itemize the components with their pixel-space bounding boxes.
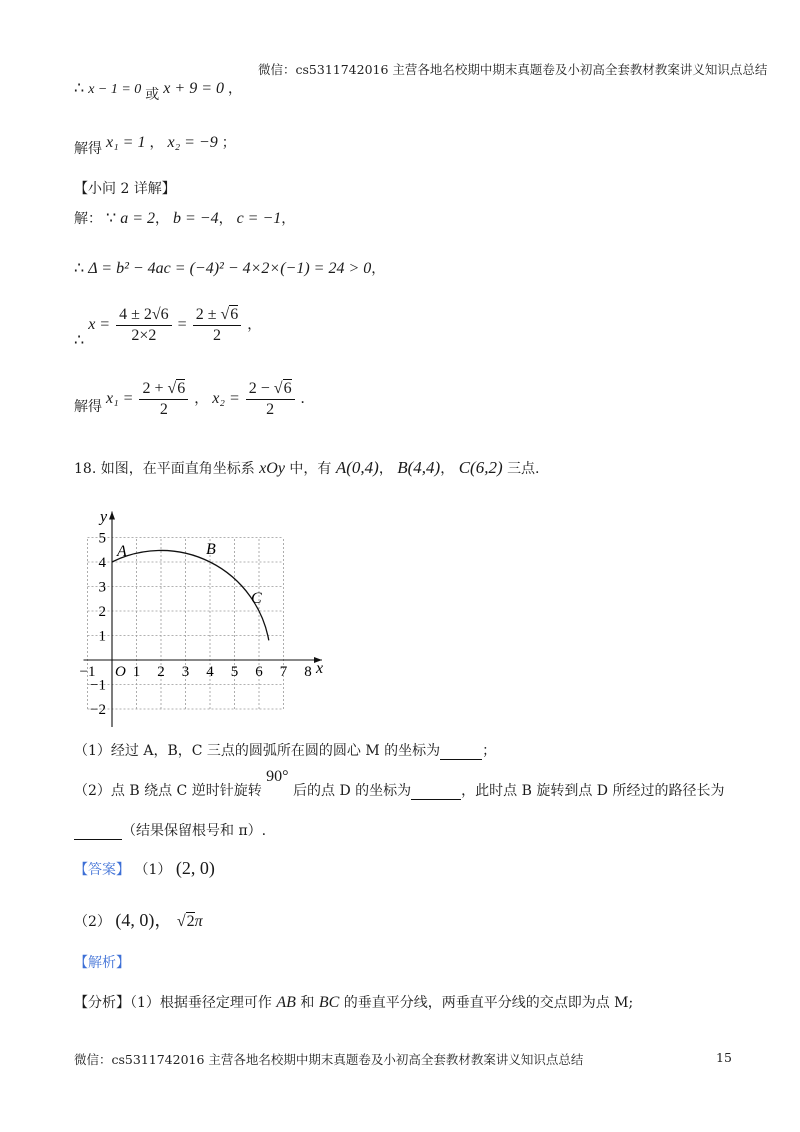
- page-number: 15: [716, 1050, 732, 1065]
- x-eq: x =: [88, 316, 111, 334]
- x-tick-label: 6: [255, 664, 263, 680]
- y-tick-label: 2: [98, 604, 106, 620]
- x-tick-label: 2: [157, 664, 165, 680]
- x2-lhs: x₂ =: [212, 390, 240, 408]
- coord-system: xOy: [259, 460, 285, 477]
- question-text: （1）经过 A，B，C 三点的圆弧所在圆的圆心 M 的坐标为: [74, 743, 441, 759]
- radicand: 2: [186, 913, 195, 930]
- solve-label: 解得: [74, 142, 102, 157]
- equation-1: x − 1 = 0: [88, 82, 142, 97]
- question-text: （2）点 B 绕点 C 逆时针旋转: [74, 783, 262, 799]
- fraction-2: [193, 306, 242, 345]
- pi: π: [194, 913, 203, 930]
- circular-arc: [112, 550, 269, 640]
- x-tick-label: 3: [181, 664, 190, 680]
- point-label-c: C: [251, 590, 262, 607]
- y-tick-label: 5: [98, 530, 106, 547]
- numerator: 2 − √6: [246, 380, 295, 400]
- analysis-text: 的垂直平分线，两垂直平分线的交点即为点 M;: [343, 995, 634, 1011]
- stem-text: 18. 如图，在平面直角坐标系: [74, 461, 255, 477]
- label: （1）: [134, 862, 172, 878]
- y-tick-label: 4: [98, 555, 106, 571]
- radicand: 6: [230, 306, 239, 323]
- stem-text: 中，有: [289, 461, 332, 477]
- segment-bc: BC: [318, 994, 340, 1011]
- y-axis-arrow: [109, 512, 115, 520]
- therefore-symbol: ∴: [74, 332, 85, 350]
- punct: ，: [228, 82, 242, 97]
- page-header: 微信：cs5311742016 主营各地名校期中期末真题卷及小初高全套教材教案讲义知识点总结: [258, 62, 768, 77]
- coordinate-figure: [60, 498, 340, 730]
- root2-fraction: [246, 380, 295, 419]
- coordinate-plane: [60, 498, 340, 730]
- point-c: C(6,2): [458, 458, 503, 477]
- denominator: 2: [159, 401, 168, 418]
- answer-blank: [74, 839, 122, 840]
- x-tick-label: 8: [304, 664, 312, 680]
- x-tick-label: 4: [206, 664, 214, 680]
- coef-a: a = 2: [120, 210, 155, 227]
- point-a: A(0,4): [335, 458, 379, 477]
- case-equations-line: [74, 78, 242, 103]
- question-2-cont: [74, 820, 266, 840]
- fenxi-tag: 【分析】: [74, 995, 130, 1011]
- question-1: [74, 740, 496, 760]
- punct: ；: [221, 136, 236, 151]
- question-text: ，此时点 B 旋转到点 D 所经过的路径长为: [461, 783, 725, 799]
- root-x1: x₁ = 1: [106, 134, 146, 151]
- root-x2: x₂ = −9: [167, 134, 218, 151]
- solution-line-1: 解得 x₁ = 1 ， x₂ = −9 ；: [74, 134, 236, 157]
- discriminant-line: ∴ Δ = b² − 4ac = (−4)² − 4×2×(−1) = 24 > 0，: [74, 260, 386, 277]
- equation-2: x + 9 = 0: [163, 80, 224, 97]
- roots-line: 解得 x₁ = $\frac{2 + √6}{2}$ ， x₂ = $\frac{2 - √6}{2}$ .: [74, 380, 305, 418]
- x-tick-label: 7: [279, 664, 288, 680]
- numerator: 2 ± √6: [193, 306, 242, 326]
- equals: =: [177, 316, 187, 334]
- point-label-a: A: [117, 543, 127, 560]
- answer-line-1: [74, 858, 215, 879]
- answer-1: (2, 0): [175, 858, 215, 878]
- denominator: 2: [266, 401, 275, 418]
- discriminant: Δ = b² − 4ac = (−4)² − 4×2×(−1) = 24 > 0: [88, 260, 372, 277]
- point-label-b: B: [206, 541, 216, 558]
- solve-label: 解得: [74, 400, 102, 416]
- label: （2）: [74, 914, 111, 930]
- numerator: 2 + √6: [139, 380, 188, 400]
- coef-c: c = −1: [236, 210, 282, 227]
- y-axis-label: y: [100, 508, 108, 526]
- origin-label: O: [115, 664, 126, 680]
- root1-fraction: [139, 380, 188, 419]
- x-tick-label: −1: [79, 664, 96, 680]
- numerator: 4 ± 2√6: [116, 306, 172, 326]
- analysis-text: （1）根据垂径定理可作: [130, 995, 272, 1011]
- radicand: 6: [177, 380, 186, 397]
- x-tick-label: 1: [132, 664, 141, 680]
- denominator: 2×2: [131, 327, 157, 344]
- or-word: 或: [145, 88, 160, 103]
- problem-18-stem: 18. 如图，在平面直角坐标系 xOy 中，有 A(0,4)， B(4,4)， C(6,2) 三点.: [74, 458, 540, 477]
- answer-2-point: (4, 0)，: [115, 910, 173, 930]
- formula-line: ∴ x = $\frac{4 \pm 2√6}{2\times 2}$ = $\frac{2 \pm √6}{2}$ ，: [74, 306, 262, 350]
- fraction-1: [116, 306, 172, 345]
- jie-label: 解：: [74, 212, 102, 227]
- radicand: 6: [283, 380, 292, 397]
- question-2: [74, 768, 725, 800]
- answer-2-length: √2π: [176, 913, 203, 930]
- coef-b: b = −4: [172, 210, 219, 227]
- answer-blank: [411, 799, 461, 800]
- point-b: B(4,4): [397, 458, 441, 477]
- num-part: 2 +: [142, 380, 168, 397]
- y-tick-label: 1: [98, 628, 106, 645]
- analysis-line: [74, 992, 633, 1012]
- num-part: 2 −: [248, 380, 274, 397]
- page-footer: 微信：cs5311742016 主营各地名校期中期末真题卷及小初高全套教材教案讲义知识点总结: [74, 1052, 584, 1067]
- x1-lhs: x₁ =: [106, 390, 134, 408]
- therefore-symbol: ∴: [74, 260, 85, 277]
- segment-ab: AB: [276, 994, 296, 1011]
- therefore-symbol: ∴: [74, 80, 85, 97]
- answer-tag: 【答案】: [74, 862, 130, 878]
- y-tick-label: 3: [98, 579, 106, 596]
- denominator: 2: [212, 327, 221, 344]
- y-tick-label: −2: [90, 702, 106, 718]
- coefficients-line: 解： ∵ a = 2， b = −4， c = −1，: [74, 210, 296, 227]
- punct: .: [300, 390, 305, 408]
- num-part: 2 ±: [195, 306, 221, 323]
- stem-text: 三点.: [507, 461, 540, 477]
- answer-line-2: [74, 906, 203, 932]
- analysis-text: 和: [300, 995, 315, 1011]
- question-text: （结果保留根号和 π）.: [122, 823, 267, 839]
- x-axis-label: x: [316, 660, 324, 677]
- analysis-tag: 【解析】: [74, 955, 130, 971]
- section-title: 【小问 2 详解】: [74, 181, 176, 197]
- angle: 90°: [266, 768, 289, 785]
- x-tick-label: 5: [230, 664, 239, 680]
- answer-blank: [440, 759, 482, 760]
- question-text: 后的点 D 的坐标为: [293, 783, 412, 799]
- because-symbol: ∵: [106, 210, 117, 227]
- punct: ；: [482, 743, 497, 759]
- y-tick-label: −1: [90, 677, 106, 694]
